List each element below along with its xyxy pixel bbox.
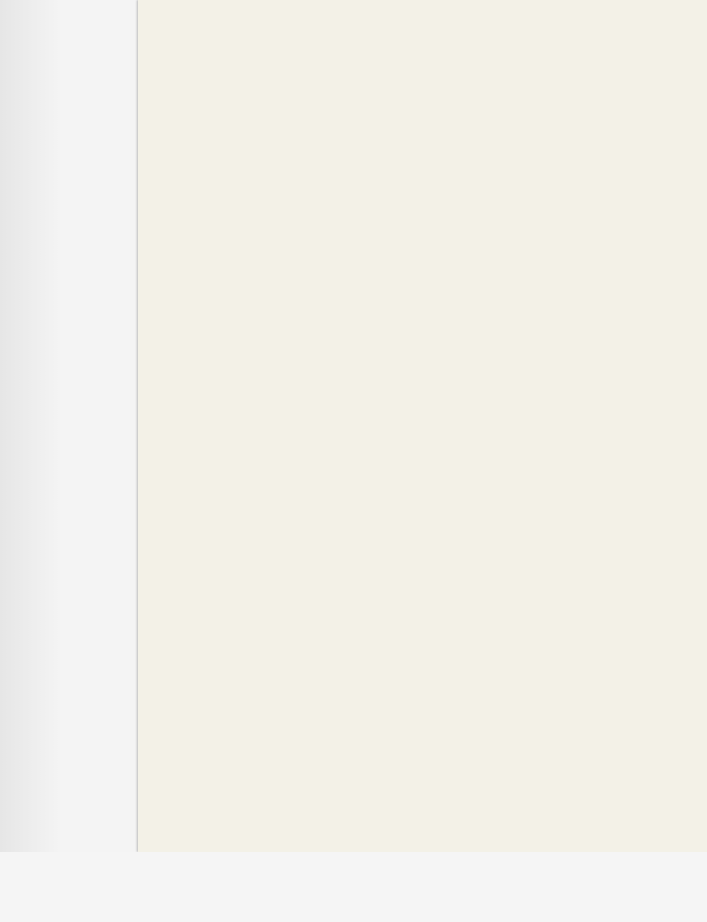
document-page [138,0,707,852]
background-shade [0,0,60,922]
background-bottom [0,852,707,922]
